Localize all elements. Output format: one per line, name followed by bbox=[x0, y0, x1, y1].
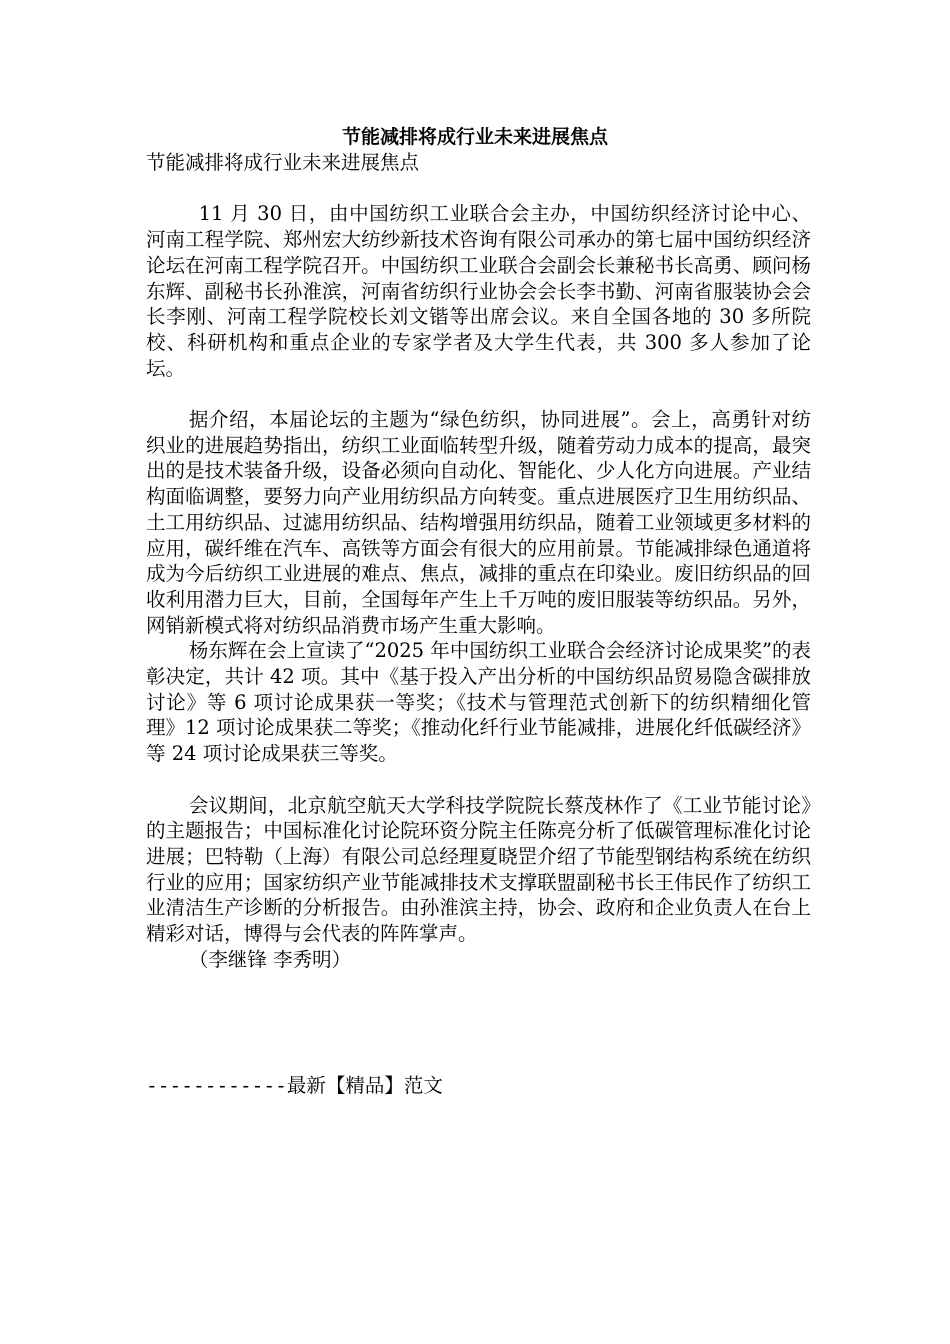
blank-line bbox=[146, 176, 811, 202]
paragraph-awards: 杨东辉在会上宣读了“2025 年中国纺织工业联合会经济讨论成果奖”的表彰决定，共计 42 项。其中《基于投入产出分析的中国纺织品贸易隐含碳排放讨论》等 6 项讨论成果获一等奖；《技术与管理范式创新下的纺织精细化管理》12 项讨论成果获二等奖；《推动化纤行业节能减排，进展化纤低碳经济》等 24 项讨论成果获三等奖。 bbox=[146, 639, 811, 766]
document-footer bbox=[146, 1073, 443, 1099]
footer-text: 最新【精品】范文 bbox=[286, 1074, 443, 1097]
blank-line bbox=[146, 767, 811, 793]
authors-line: （李继锋 李秀明） bbox=[188, 947, 352, 971]
paragraph-reports: 会议期间，北京航空航天大学科技学院院长蔡茂林作了《工业节能讨论》的主题报告；中国标准化讨论院环资分院主任陈亮分析了低碳管理标准化讨论进展；巴特勒（上海）有限公司总经理夏晓罡介绍了节能型钢结构系统在纺织行业的应用；国家纺织产业节能减排技术支撑联盟副秘书长王伟民作了纺织工业清洁生产诊断的分析报告。由孙淮滨主持，协会、政府和企业负责人在台上精彩对话，博得与会代表的阵阵掌声。 bbox=[146, 793, 811, 946]
document-body bbox=[146, 150, 811, 972]
blank-line bbox=[146, 381, 811, 407]
paragraph-forum-theme: 据介绍，本届论坛的主题为“绿色纺织，协同进展”。会上，高勇针对纺织业的进展趋势指出，纺织工业面临转型升级，随着劳动力成本的提高，最突出的是技术装备升级，设备必须向自动化、智能化、少人化方向进展。产业结构面临调整，要努力向产业用纺织品方向转变。重点进展医疗卫生用纺织品、土工用纺织品、过滤用纺织品、结构增强用纺织品，随着工业领域更多材料的应用，碳纤维在汽车、高铁等方面会有很大的应用前景。节能减排绿色通道将成为今后纺织工业进展的难点、焦点，减排的重点在印染业。废旧纺织品的回收利用潜力巨大，目前，全国每年产生上千万吨的废旧服装等纺织品。另外，网销新模式将对纺织品消费市场产生重大影响。 bbox=[146, 408, 811, 637]
document-subtitle: 节能减排将成行业未来进展焦点 bbox=[146, 151, 420, 174]
footer-dashes: ------------ bbox=[146, 1074, 287, 1097]
document-title: 节能减排将成行业未来进展焦点 bbox=[341, 126, 608, 148]
paragraph-forum-opening: 11 月 30 日，由中国纺织工业联合会主办，中国纺织经济讨论中心、河南工程学院、郑州宏大纺纱新技术咨询有限公司承办的第七届中国纺织经济论坛在河南工程学院召开。中国纺织工业联合会副会长兼秘书长高勇、顾问杨东辉、副秘书长孙淮滨，河南省纺织行业协会会长李书勤、河南省服装协会会长李刚、河南工程学院校长刘文锴等出席会议。来自全国各地的 30 多所院校、科研机构和重点企业的专家学者及大学生代表，共 300 多人参加了论坛。 bbox=[146, 202, 811, 380]
